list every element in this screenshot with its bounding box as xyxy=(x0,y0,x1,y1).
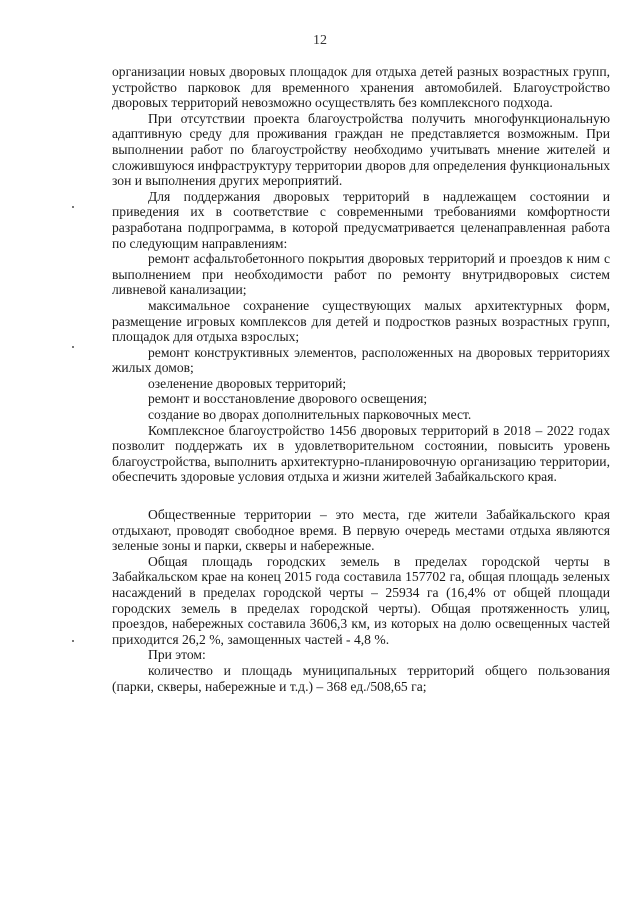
paragraph: При отсутствии проекта благоустройства получить многофункциональную адаптивную среду для проживания граждан не представляется возможным. При выполнении работ по благоустройству необходимо учитывать мнение жителей и сложившуюся инфраструктуру территории дворов для определения функциональных зон и выполнения других мероприятий. xyxy=(112,110,610,189)
margin-mark xyxy=(72,206,74,208)
paragraph: При этом: xyxy=(148,647,206,663)
page-number: 12 xyxy=(313,33,327,48)
list-item: ремонт и восстановление дворового освещения; xyxy=(148,391,428,407)
list-item: количество и площадь муниципальных территорий общего пользования (парки, скверы, набережные и т.д.) – 368 ед./508,65 га; xyxy=(112,662,610,694)
margin-mark xyxy=(72,640,74,642)
list-item: создание во дворах дополнительных парковочных мест. xyxy=(148,407,472,423)
list-item: максимальное сохранение существующих малых архитектурных форм, размещение игровых комплексов для детей и подростков разных возрастных групп, площадок для отдыха взрослых; xyxy=(112,297,610,345)
list-item: ремонт конструктивных элементов, расположенных на дворовых территориях жилых домов; xyxy=(112,344,610,376)
paragraph: организации новых дворовых площадок для отдыха детей разных возрастных групп, устройство парковок для временного хранения автомобилей. Благоустройство дворовых территорий невозможно осуществлять без комплексного подхода. xyxy=(112,64,610,111)
list-item: ремонт асфальтобетонного покрытия дворовых территорий и проездов к ним с выполнением при необходимости работ по ремонту внутридворовых систем ливневой канализации; xyxy=(112,251,610,298)
paragraph: Для поддержания дворовых территорий в надлежащем состоянии и приведения их в соответствие с современными требованиями комфортности разработана подпрограмма, в которой предусматривается целенаправленная работа по следующим направлениям: xyxy=(112,188,610,251)
paragraph: Общественные территории – это места, где жители Забайкальского края отдыхают, проводят свободное время. В первую очередь местами отдыха являются зеленые зоны и парки, скверы и набережные. xyxy=(112,507,610,554)
paragraph: Общая площадь городских земель в пределах городской черты в Забайкальском крае на конец 2015 года составила 157702 га, общая площадь зеленых насаждений в пределах городской черты – 25934 га (16,4% от общей площади городских земель в пределах городской черты). Общая протяженность улиц, проездов, набережных составила 3606,3 км, из которых на долю освещенных частей приходится 26,2 %, замощенных частей - 4,8 %. xyxy=(112,553,610,647)
list-item: озеленение дворовых территорий; xyxy=(148,375,347,391)
paragraph: Комплексное благоустройство 1456 дворовых территорий в 2018 – 2022 годах позволит поддержать их в удовлетворительном состоянии, повысить уровень благоустройства, выполнить архитектурно-планировочную организацию территории, обеспечить здоровые условия отдыха и жизни жителей Забайкальского края. xyxy=(112,422,610,485)
body-text xyxy=(112,64,610,694)
margin-mark xyxy=(72,346,74,348)
